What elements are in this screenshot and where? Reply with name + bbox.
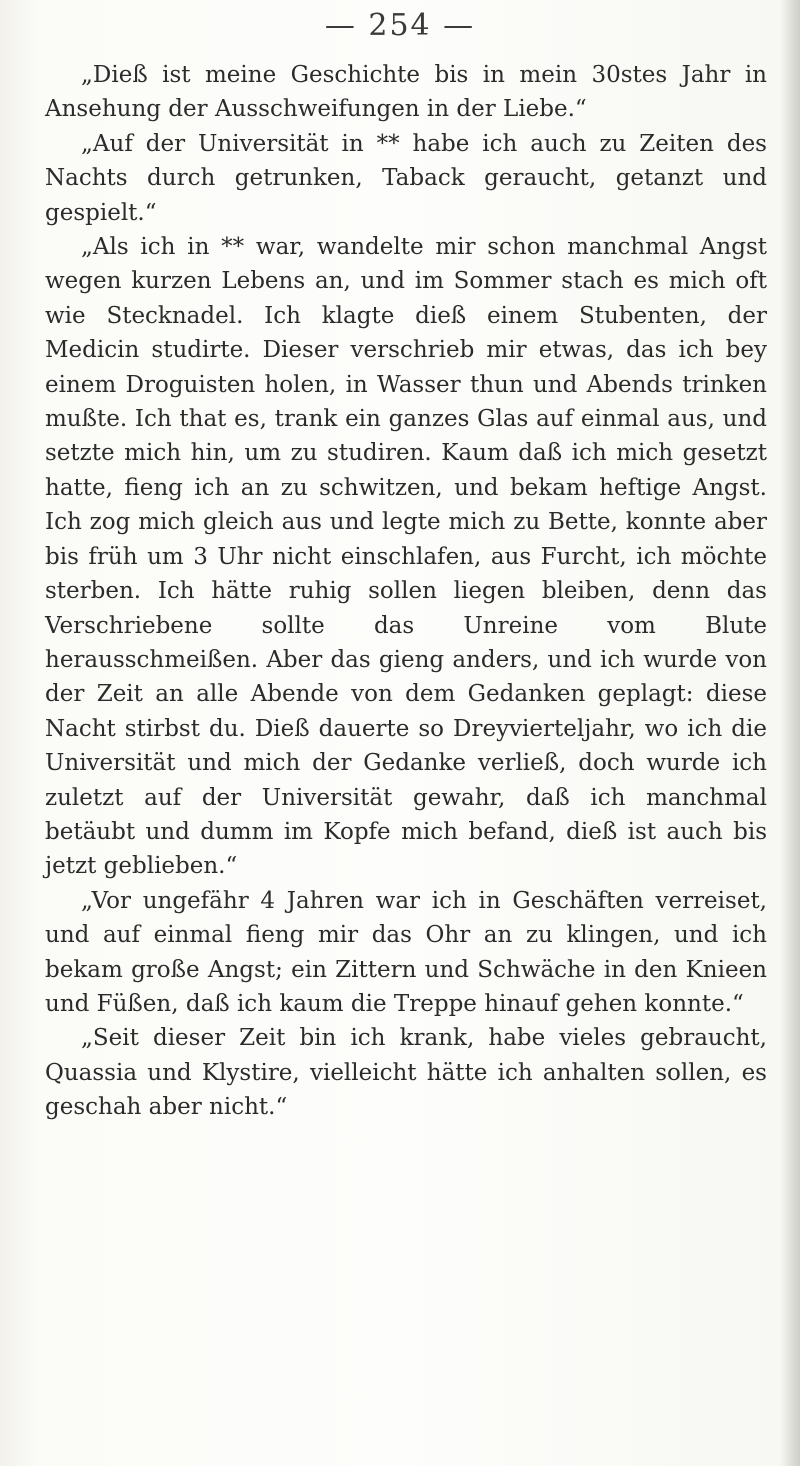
- paragraph: „Vor ungefähr 4 Jahren war ich in Geschäften verreiset, und auf einmal fieng mir das Ohr an zu klingen, und ich bekam große Angst; ein Zittern und Schwäche in den Knieen und Füßen, daß ich kaum die Treppe hinauf gehen konnte.“: [45, 887, 767, 1017]
- body-text: [45, 58, 767, 1125]
- paragraph: „Dieß ist meine Geschichte bis in mein 30stes Jahr in Ansehung der Ausschweifungen in der Liebe.“: [45, 62, 767, 123]
- paragraph: „Seit dieser Zeit bin ich krank, habe vieles gebraucht, Quassia und Klystire, vielleicht hätte ich anhalten sollen, es geschah aber nicht.“: [45, 1025, 767, 1121]
- page-number: — 254 —: [324, 8, 476, 43]
- paragraph: „Als ich in ** war, wandelte mir schon manchmal Angst wegen kurzen Lebens an, und im Sommer stach es mich oft wie Stecknadel. Ich klagte dieß einem Stubenten, der Medicin studirte. Dieser verschrieb mir etwas, das ich bey einem Droguisten holen, in Wasser thun und Abends trinken mußte. Ich that es, trank ein ganzes Glas auf einmal aus, und setzte mich hin, um zu studiren. Kaum daß ich mich gesetzt hatte, fieng ich an zu schwitzen, und bekam heftige Angst. Ich zog mich gleich aus und legte mich zu Bette, konnte aber bis früh um 3 Uhr nicht einschlafen, aus Furcht, ich möchte sterben. Ich hätte ruhig sollen liegen bleiben, denn das Verschriebene sollte das Unreine vom Blute herausschmeißen. Aber das gieng anders, und ich wurde von der Zeit an alle Abende von dem Gedanken geplagt: diese Nacht stirbst du. Dieß dauerte so Dreyvierteljahr, wo ich die Universität und mich der Gedanke verließ, doch wurde ich zuletzt auf der Universität gewahr, daß ich manchmal betäubt und dumm im Kopfe mich befand, dieß ist auch bis jetzt geblieben.“: [45, 234, 767, 880]
- paragraph: „Auf der Universität in ** habe ich auch zu Zeiten des Nachts durch getrunken, Taback geraucht, getanzt und gespielt.“: [45, 130, 767, 226]
